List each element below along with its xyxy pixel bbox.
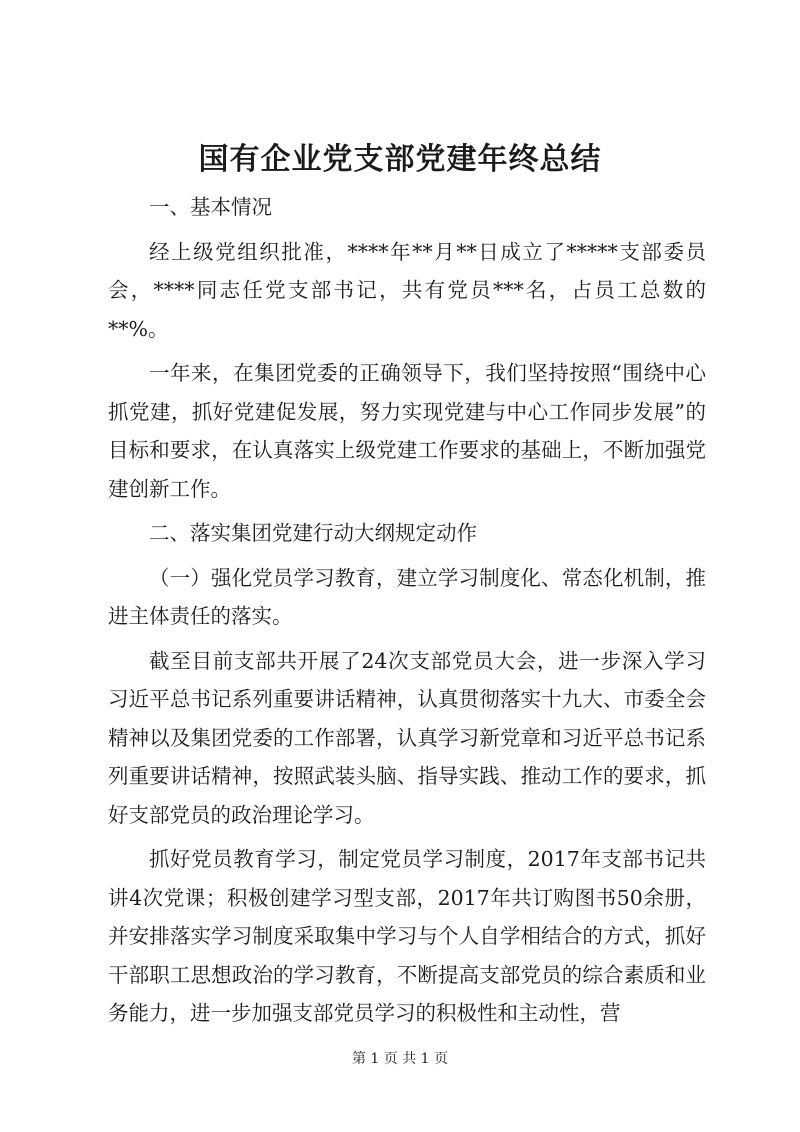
paragraph-establishment: 经上级党组织批准，****年**月**日成立了*****支部委员会，****同志任党支部书记，共有党员***名，占员工总数的**%。: [108, 239, 706, 341]
section-heading-basic-info: 一、基本情况: [149, 195, 272, 219]
paragraph-leadership: 一年来，在集团党委的正确领导下，我们坚持按照“围绕中心抓党建，抓好党建促发展，努力实现党建与中心工作同步发展”的目标和要求，在认真落实上级党建工作要求的基础上，不断加强党建创新工作。: [108, 361, 706, 501]
document-body: [108, 188, 706, 1033]
paragraph-meetings: 截至目前支部共开展了24次支部党员大会，进一步深入学习习近平总书记系列重要讲话精神，认真贯彻落实十九大、市委全会精神以及集团党委的工作部署，认真学习新党章和习近平总书记系列重要讲话精神，按照武装头脑、指导实践、推动工作的要求，抓好支部党员的政治理论学习。: [108, 648, 706, 827]
page-footer: 第 1 页 共 1 页: [351, 1051, 449, 1067]
document-title: 国有企业党支部党建年终总结: [198, 142, 602, 177]
paragraph-subsection-one: （一）强化党员学习教育，建立学习制度化、常态化机制，推进主体责任的落实。: [108, 565, 706, 628]
paragraph-education: 抓好党员教育学习，制定党员学习制度，2017年支部书记共讲4次党课；积极创建学习型支部，2017年共订购图书50余册，并安排落实学习制度采取集中学习与个人自学相结合的方式，抓好干部职工思想政治的学习教育，不断提高支部党员的综合素质和业务能力，进一步加强支部党员学习的积极性和主动性，营: [108, 847, 706, 1025]
section-heading-actions: 二、落实集团党建行动大纲规定动作: [149, 521, 477, 545]
